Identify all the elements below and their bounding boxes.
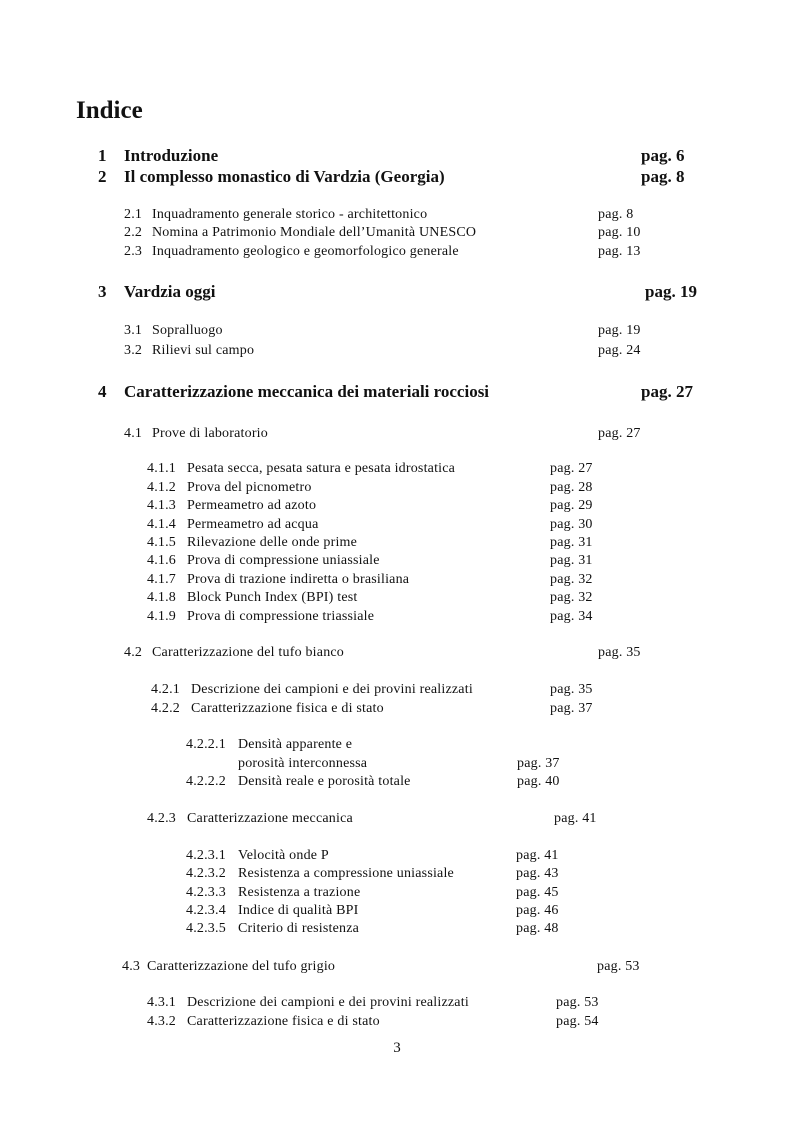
toc-chapter <box>0 281 794 303</box>
toc-title: Densità apparente e <box>238 737 353 752</box>
toc-page: pag. 45 <box>516 885 559 900</box>
toc-page: pag. 35 <box>598 645 641 660</box>
toc-number: 4.1.3 <box>147 498 176 513</box>
toc-page: pag. 27 <box>598 426 641 441</box>
toc-title: Criterio di resistenza <box>238 921 360 936</box>
toc-title: Introduzione <box>124 146 219 165</box>
toc-title: Permeametro ad acqua <box>187 517 319 532</box>
toc-number: 4.2.1 <box>151 682 180 697</box>
toc-subsubsection <box>0 736 794 754</box>
toc-number: 3.2 <box>124 343 143 358</box>
toc-page: pag. 13 <box>598 244 641 259</box>
toc-page: pag. 46 <box>516 903 559 918</box>
toc-number: 4.2.2.2 <box>186 774 226 789</box>
toc-title: Descrizione dei campioni e dei provini realizzati <box>187 995 469 1010</box>
toc-title: Inquadramento generale storico - architettonico <box>152 207 428 222</box>
toc-number: 4.2.3.4 <box>186 903 226 918</box>
toc-subsection <box>0 681 794 699</box>
toc-section <box>0 644 794 662</box>
toc-title: Il complesso monastico di Vardzia (Georgia) <box>124 167 445 186</box>
toc-section <box>0 425 794 443</box>
toc-title: Caratterizzazione del tufo bianco <box>152 645 345 660</box>
toc-subsubsection-continuation <box>0 755 794 773</box>
toc-number: 4.2.2.1 <box>186 737 226 752</box>
toc-number: 4.1.2 <box>147 480 176 495</box>
toc-title: Nomina a Patrimonio Mondiale dell’Umanità UNESCO <box>152 225 477 240</box>
toc-page: pag. 8 <box>641 167 685 186</box>
toc-subsection <box>0 1013 794 1031</box>
toc-title: Descrizione dei campioni e dei provini realizzati <box>191 682 473 697</box>
toc-page: pag. 31 <box>550 553 593 568</box>
toc-number: 4.1.7 <box>147 572 176 587</box>
toc-page: pag. 34 <box>550 609 593 624</box>
toc-subsection <box>0 700 794 718</box>
toc-number: 4.2.3.1 <box>186 848 226 863</box>
toc-subsection <box>0 571 794 589</box>
toc-page: pag. 48 <box>516 921 559 936</box>
toc-subsection <box>0 460 794 478</box>
toc-section <box>0 958 794 976</box>
toc-page: pag. 54 <box>556 1014 599 1029</box>
toc-section <box>0 342 794 360</box>
toc-subsection <box>0 608 794 626</box>
toc-page: pag. 37 <box>550 701 593 716</box>
toc-title: Sopralluogo <box>152 323 223 338</box>
toc-section <box>0 322 794 340</box>
toc-chapter <box>0 145 794 167</box>
toc-title: Permeametro ad azoto <box>187 498 317 513</box>
toc-title: Prova di trazione indiretta o brasiliana <box>187 572 410 587</box>
toc-page: pag. 28 <box>550 480 593 495</box>
toc-title: Prove di laboratorio <box>152 426 268 441</box>
toc-number: 2.2 <box>124 225 143 240</box>
toc-page: pag. 10 <box>598 225 641 240</box>
toc-number: 4.1.1 <box>147 461 176 476</box>
toc-subsection <box>0 810 794 828</box>
toc-number: 4.2.3.2 <box>186 866 226 881</box>
toc-title: Vardzia oggi <box>124 282 216 301</box>
toc-title: Caratterizzazione meccanica <box>187 811 353 826</box>
toc-title: porosità interconnessa <box>238 756 368 771</box>
toc-title: Inquadramento geologico e geomorfologico generale <box>152 244 459 259</box>
toc-number: 4.1.4 <box>147 517 176 532</box>
toc-number: 2.3 <box>124 244 143 259</box>
toc-number: 4.1.9 <box>147 609 176 624</box>
toc-number: 1 <box>98 146 107 165</box>
toc-page: pag. 53 <box>556 995 599 1010</box>
toc-subsection <box>0 552 794 570</box>
toc-title: Indice di qualità BPI <box>238 903 359 918</box>
toc-page: pag. 35 <box>550 682 593 697</box>
toc-page: pag. 41 <box>516 848 559 863</box>
toc-page: pag. 24 <box>598 343 641 358</box>
toc-title: Densità reale e porosità totale <box>238 774 411 789</box>
toc-subsection <box>0 516 794 534</box>
toc-number: 4.2.2 <box>151 701 180 716</box>
toc-page: pag. 41 <box>554 811 597 826</box>
toc-number: 3.1 <box>124 323 143 338</box>
toc-subsubsection <box>0 773 794 791</box>
toc-title: Rilevazione delle onde prime <box>187 535 358 550</box>
toc-page: pag. 30 <box>550 517 593 532</box>
toc-page: pag. 8 <box>598 207 634 222</box>
toc-title: Block Punch Index (BPI) test <box>187 590 358 605</box>
toc-number: 4.2.3.3 <box>186 885 226 900</box>
toc-subsubsection <box>0 884 794 902</box>
toc-number: 2.1 <box>124 207 143 222</box>
toc-subsection <box>0 497 794 515</box>
toc-page: pag. 29 <box>550 498 593 513</box>
toc-number: 4.2.3 <box>147 811 176 826</box>
toc-page: pag. 27 <box>641 382 693 401</box>
toc-page: pag. 40 <box>517 774 560 789</box>
toc-subsubsection <box>0 865 794 883</box>
toc-number: 4.1.5 <box>147 535 176 550</box>
toc-subsubsection <box>0 847 794 865</box>
toc-subsubsection <box>0 920 794 938</box>
toc-subsection <box>0 994 794 1012</box>
toc-title: Prova di compressione uniassiale <box>187 553 380 568</box>
toc-number: 2 <box>98 167 107 186</box>
toc-title: Resistenza a trazione <box>238 885 361 900</box>
toc-title: Pesata secca, pesata satura e pesata idrostatica <box>187 461 456 476</box>
toc-section <box>0 206 794 224</box>
toc-page: pag. 53 <box>597 959 640 974</box>
toc-title: Caratterizzazione meccanica dei materiali rocciosi <box>124 382 490 401</box>
toc-title: Rilievi sul campo <box>152 343 255 358</box>
toc-number: 4.3.1 <box>147 995 176 1010</box>
toc-subsection <box>0 479 794 497</box>
toc-subsection <box>0 589 794 607</box>
toc-number: 4.3 <box>122 959 141 974</box>
toc-page: pag. 32 <box>550 572 593 587</box>
toc-chapter <box>0 166 794 188</box>
page-title: Indice <box>76 97 143 124</box>
toc-page: pag. 6 <box>641 146 685 165</box>
toc-chapter <box>0 381 794 403</box>
toc-number: 4.1.6 <box>147 553 176 568</box>
toc-title: Resistenza a compressione uniassiale <box>238 866 454 881</box>
toc-number: 4.2.3.5 <box>186 921 226 936</box>
toc-subsubsection <box>0 902 794 920</box>
toc-section <box>0 243 794 261</box>
toc-title: Caratterizzazione del tufo grigio <box>147 959 336 974</box>
toc-page: pag. 19 <box>645 282 697 301</box>
toc-section <box>0 224 794 242</box>
toc-title: Prova di compressione triassiale <box>187 609 375 624</box>
toc-page: pag. 37 <box>517 756 560 771</box>
toc-number: 3 <box>98 282 107 301</box>
page-number: 3 <box>393 1040 401 1056</box>
toc-number: 4 <box>98 382 107 401</box>
toc-number: 4.2 <box>124 645 143 660</box>
toc-page: pag. 19 <box>598 323 641 338</box>
toc-title: Caratterizzazione fisica e di stato <box>191 701 384 716</box>
toc-title: Velocità onde P <box>238 848 329 863</box>
toc-number: 4.1 <box>124 426 143 441</box>
toc-number: 4.1.8 <box>147 590 176 605</box>
toc-number: 4.3.2 <box>147 1014 176 1029</box>
toc-subsection <box>0 534 794 552</box>
toc-page: pag. 31 <box>550 535 593 550</box>
toc-title: Prova del picnometro <box>187 480 312 495</box>
toc-title: Caratterizzazione fisica e di stato <box>187 1014 380 1029</box>
toc-page: pag. 27 <box>550 461 593 476</box>
toc-page: pag. 43 <box>516 866 559 881</box>
toc-page: pag. 32 <box>550 590 593 605</box>
